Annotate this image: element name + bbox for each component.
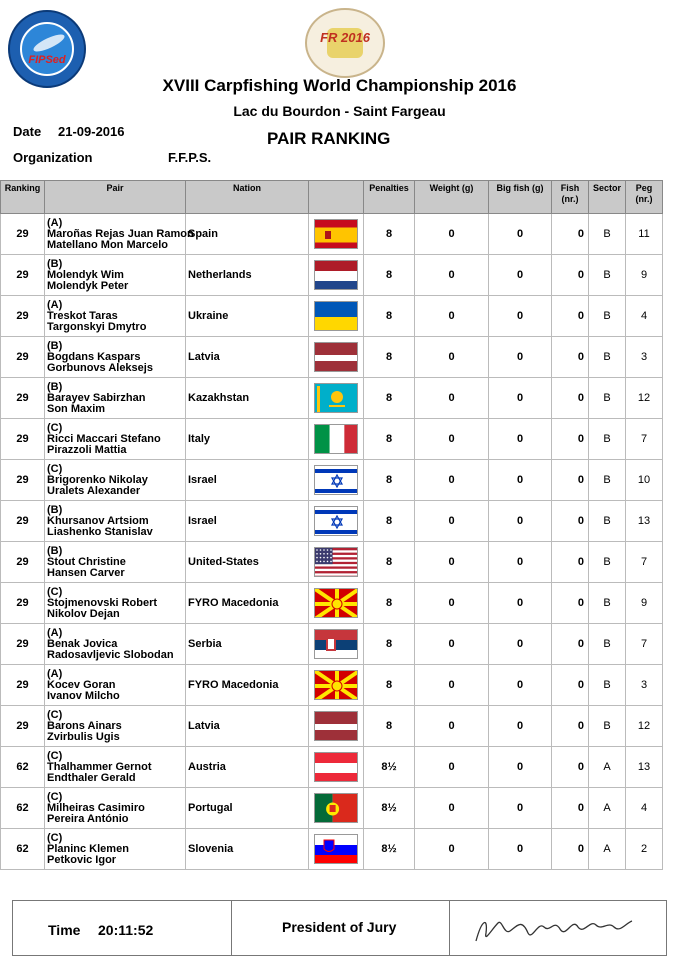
flag-cell xyxy=(309,624,364,665)
page-subtitle: Lac du Bourdon - Saint Fargeau xyxy=(233,103,446,119)
sector-cell: B xyxy=(589,255,626,296)
pair-group: (B) xyxy=(47,257,63,270)
time-label: Time xyxy=(48,922,81,938)
table-row xyxy=(1,665,663,706)
pair-member-2: Liashenko Stanislav xyxy=(47,525,153,538)
nation-cell: Spain xyxy=(186,214,309,255)
pair-member-1: Planinc Klemen xyxy=(47,842,129,855)
date-label: Date xyxy=(13,124,42,139)
nation-cell: Latvia xyxy=(186,706,309,747)
weight-cell: 0 xyxy=(415,419,489,460)
pair-group: (C) xyxy=(47,421,63,434)
pair-member-2: Pirazzoli Mattia xyxy=(47,443,127,456)
ranking-cell: 62 xyxy=(1,829,45,870)
pair-member-1: Stout Christine xyxy=(47,555,126,568)
sector-cell: A xyxy=(589,829,626,870)
penalties-cell: 8 xyxy=(364,542,415,583)
kazakhstan-flag-icon xyxy=(314,383,358,413)
bigfish-cell: 0 xyxy=(489,501,552,542)
weight-cell: 0 xyxy=(415,501,489,542)
col-fish: Fish (nr.) xyxy=(552,181,589,214)
nation-cell: United-States xyxy=(186,542,309,583)
pair-member-2: Matellano Mon Marcelo xyxy=(47,238,169,251)
flag-cell xyxy=(309,255,364,296)
jury-signature xyxy=(468,909,638,949)
organization-value: F.F.P.S. xyxy=(168,150,212,165)
weight-cell: 0 xyxy=(415,788,489,829)
penalties-cell: 8 xyxy=(364,255,415,296)
section-title: PAIR RANKING xyxy=(267,129,391,148)
pair-member-2: Nikolov Dejan xyxy=(47,607,120,620)
pair-group: (C) xyxy=(47,462,63,475)
flag-cell xyxy=(309,788,364,829)
nation-cell: Portugal xyxy=(186,788,309,829)
fish-cell: 0 xyxy=(552,665,589,706)
bigfish-cell: 0 xyxy=(489,542,552,583)
ranking-cell: 29 xyxy=(1,419,45,460)
pair-member-1: Brigorenko Nikolay xyxy=(47,473,148,486)
col-penalties: Penalties xyxy=(364,181,415,214)
table-row xyxy=(1,583,663,624)
ranking-cell: 29 xyxy=(1,378,45,419)
nation-cell: Austria xyxy=(186,747,309,788)
pair-member-1: Barons Ainars xyxy=(47,719,122,732)
peg-cell: 13 xyxy=(626,747,663,788)
fish-cell: 0 xyxy=(552,460,589,501)
penalties-cell: 8 xyxy=(364,419,415,460)
table-row xyxy=(1,378,663,419)
pair-member-1: Benak Jovica xyxy=(47,637,118,650)
bigfish-cell: 0 xyxy=(489,788,552,829)
pair-cell xyxy=(45,624,186,665)
weight-cell: 0 xyxy=(415,460,489,501)
sector-cell: B xyxy=(589,378,626,419)
table-row xyxy=(1,501,663,542)
nation-cell: Israel xyxy=(186,460,309,501)
table-row xyxy=(1,829,663,870)
flag-cell xyxy=(309,829,364,870)
penalties-cell: 8 xyxy=(364,583,415,624)
nation-cell: Latvia xyxy=(186,337,309,378)
pair-member-2: Uralets Alexander xyxy=(47,484,141,497)
pair-member-1: Maroñas Rejas Juan Ramon xyxy=(47,227,194,240)
flag-cell xyxy=(309,296,364,337)
pair-member-1: Ricci Maccari Stefano xyxy=(47,432,161,445)
pair-member-1: Milheiras Casimiro xyxy=(47,801,145,814)
sector-cell: B xyxy=(589,706,626,747)
nation-cell: Italy xyxy=(186,419,309,460)
macedonia-flag-icon xyxy=(314,670,358,700)
pair-group: (B) xyxy=(47,339,63,352)
ranking-cell: 29 xyxy=(1,501,45,542)
peg-cell: 10 xyxy=(626,460,663,501)
penalties-cell: 8 xyxy=(364,501,415,542)
pair-group: (C) xyxy=(47,749,63,762)
pair-group: (C) xyxy=(47,831,63,844)
peg-cell: 4 xyxy=(626,788,663,829)
ranking-cell: 29 xyxy=(1,337,45,378)
ranking-cell: 62 xyxy=(1,788,45,829)
peg-cell: 11 xyxy=(626,214,663,255)
peg-cell: 9 xyxy=(626,255,663,296)
weight-cell: 0 xyxy=(415,378,489,419)
weight-cell: 0 xyxy=(415,706,489,747)
penalties-cell: 8 xyxy=(364,337,415,378)
peg-cell: 7 xyxy=(626,624,663,665)
flag-cell xyxy=(309,378,364,419)
pair-group: (B) xyxy=(47,503,63,516)
penalties-cell: 8 xyxy=(364,460,415,501)
sector-cell: B xyxy=(589,419,626,460)
col-ranking: Ranking xyxy=(1,181,45,214)
peg-cell: 12 xyxy=(626,378,663,419)
flag-cell xyxy=(309,460,364,501)
pair-member-1: Treskot Taras xyxy=(47,309,118,322)
nation-cell: Slovenia xyxy=(186,829,309,870)
table-row xyxy=(1,706,663,747)
fish-cell: 0 xyxy=(552,419,589,460)
flag-cell xyxy=(309,501,364,542)
latvia-flag-icon xyxy=(314,342,358,372)
col-nation: Nation xyxy=(186,181,309,214)
sector-cell: B xyxy=(589,214,626,255)
president-of-jury-label: President of Jury xyxy=(282,919,397,935)
pair-member-2: Pereira António xyxy=(47,812,129,825)
ranking-cell: 29 xyxy=(1,255,45,296)
weight-cell: 0 xyxy=(415,296,489,337)
peg-cell: 12 xyxy=(626,706,663,747)
pair-member-2: Ivanov Milcho xyxy=(47,689,120,702)
pair-member-2: Radosavljevic Slobodan xyxy=(47,648,174,661)
table-row xyxy=(1,460,663,501)
fish-cell: 0 xyxy=(552,542,589,583)
col-sector: Sector xyxy=(589,181,626,214)
peg-cell: 7 xyxy=(626,542,663,583)
sector-cell: B xyxy=(589,501,626,542)
penalties-cell: 8 xyxy=(364,296,415,337)
table-row xyxy=(1,214,663,255)
pair-member-2: Son Maxim xyxy=(47,402,106,415)
col-flag xyxy=(309,181,364,214)
peg-cell: 2 xyxy=(626,829,663,870)
bigfish-cell: 0 xyxy=(489,214,552,255)
weight-cell: 0 xyxy=(415,747,489,788)
penalties-cell: 8½ xyxy=(364,829,415,870)
pair-cell xyxy=(45,788,186,829)
pair-member-1: Molendyk Wim xyxy=(47,268,124,281)
flag-cell xyxy=(309,214,364,255)
pair-cell xyxy=(45,378,186,419)
flag-cell xyxy=(309,747,364,788)
table-row xyxy=(1,788,663,829)
flag-cell xyxy=(309,583,364,624)
bigfish-cell: 0 xyxy=(489,296,552,337)
weight-cell: 0 xyxy=(415,214,489,255)
pair-member-1: Bogdans Kaspars xyxy=(47,350,141,363)
peg-cell: 4 xyxy=(626,296,663,337)
pair-member-2: Petkovic Igor xyxy=(47,853,117,866)
logo-center-text: FR 2016 xyxy=(320,30,370,45)
col-weight: Weight (g) xyxy=(415,181,489,214)
fish-cell: 0 xyxy=(552,583,589,624)
pair-member-1: Barayev Sabirzhan xyxy=(47,391,146,404)
weight-cell: 0 xyxy=(415,829,489,870)
pair-member-1: Thalhammer Gernot xyxy=(47,760,152,773)
peg-cell: 7 xyxy=(626,419,663,460)
table-header-row xyxy=(1,181,663,214)
sector-cell: B xyxy=(589,624,626,665)
israel-flag-icon xyxy=(314,465,358,495)
serbia-flag-icon xyxy=(314,629,358,659)
pair-group: (C) xyxy=(47,790,63,803)
table-row xyxy=(1,255,663,296)
penalties-cell: 8 xyxy=(364,706,415,747)
flag-cell xyxy=(309,665,364,706)
nation-cell: Netherlands xyxy=(186,255,309,296)
bigfish-cell: 0 xyxy=(489,255,552,296)
pair-group: (A) xyxy=(47,216,63,229)
latvia-flag-icon xyxy=(314,711,358,741)
table-row xyxy=(1,747,663,788)
ranking-table xyxy=(0,180,663,870)
fish-cell: 0 xyxy=(552,255,589,296)
weight-cell: 0 xyxy=(415,337,489,378)
bigfish-cell: 0 xyxy=(489,460,552,501)
weight-cell: 0 xyxy=(415,665,489,706)
peg-cell: 3 xyxy=(626,665,663,706)
penalties-cell: 8½ xyxy=(364,747,415,788)
weight-cell: 0 xyxy=(415,583,489,624)
pair-member-2: Hansen Carver xyxy=(47,566,125,579)
pair-group: (B) xyxy=(47,380,63,393)
sector-cell: B xyxy=(589,583,626,624)
spain-flag-icon xyxy=(314,219,358,249)
pair-cell xyxy=(45,501,186,542)
footer-box xyxy=(12,900,667,956)
bigfish-cell: 0 xyxy=(489,624,552,665)
pair-group: (A) xyxy=(47,626,63,639)
bigfish-cell: 0 xyxy=(489,747,552,788)
pair-cell xyxy=(45,747,186,788)
ranking-cell: 29 xyxy=(1,542,45,583)
pair-cell xyxy=(45,542,186,583)
fish-cell: 0 xyxy=(552,214,589,255)
sector-cell: B xyxy=(589,665,626,706)
pair-group: (A) xyxy=(47,667,63,680)
col-pair: Pair xyxy=(45,181,186,214)
pair-cell xyxy=(45,337,186,378)
pair-member-2: Zvirbulis Ugis xyxy=(47,730,120,743)
sector-cell: A xyxy=(589,788,626,829)
table-row xyxy=(1,624,663,665)
sector-cell: B xyxy=(589,296,626,337)
ranking-cell: 29 xyxy=(1,583,45,624)
penalties-cell: 8 xyxy=(364,665,415,706)
slovenia-flag-icon xyxy=(314,834,358,864)
pair-cell xyxy=(45,706,186,747)
pair-group: (B) xyxy=(47,544,63,557)
pair-cell xyxy=(45,583,186,624)
netherlands-flag-icon xyxy=(314,260,358,290)
time-value: 20:11:52 xyxy=(98,922,154,938)
fish-cell: 0 xyxy=(552,829,589,870)
weight-cell: 0 xyxy=(415,255,489,296)
ranking-cell: 29 xyxy=(1,665,45,706)
peg-cell: 13 xyxy=(626,501,663,542)
sector-cell: B xyxy=(589,337,626,378)
pair-member-2: Targonskyi Dmytro xyxy=(47,320,147,333)
pair-cell xyxy=(45,829,186,870)
ranking-cell: 29 xyxy=(1,706,45,747)
penalties-cell: 8½ xyxy=(364,788,415,829)
peg-cell: 3 xyxy=(626,337,663,378)
weight-cell: 0 xyxy=(415,624,489,665)
pair-member-2: Gorbunovs Aleksejs xyxy=(47,361,153,374)
ranking-cell: 29 xyxy=(1,296,45,337)
pair-member-2: Endthaler Gerald xyxy=(47,771,136,784)
fish-cell: 0 xyxy=(552,624,589,665)
pair-cell xyxy=(45,255,186,296)
table-row xyxy=(1,296,663,337)
bigfish-cell: 0 xyxy=(489,829,552,870)
table-row xyxy=(1,419,663,460)
fish-cell: 0 xyxy=(552,501,589,542)
penalties-cell: 8 xyxy=(364,378,415,419)
col-peg: Peg (nr.) xyxy=(626,181,663,214)
fish-cell: 0 xyxy=(552,706,589,747)
sector-cell: B xyxy=(589,542,626,583)
ranking-cell: 62 xyxy=(1,747,45,788)
nation-cell: FYRO Macedonia xyxy=(186,583,309,624)
pair-member-1: Khursanov Artsiom xyxy=(47,514,149,527)
logo-left-text: FIPSed xyxy=(28,54,66,66)
portugal-flag-icon xyxy=(314,793,358,823)
fish-cell: 0 xyxy=(552,337,589,378)
pair-member-1: Stojmenovski Robert xyxy=(47,596,158,609)
ranking-cell: 29 xyxy=(1,460,45,501)
bigfish-cell: 0 xyxy=(489,378,552,419)
date-value: 21-09-2016 xyxy=(58,124,125,139)
pair-member-2: Molendyk Peter xyxy=(47,279,129,292)
peg-cell: 9 xyxy=(626,583,663,624)
bigfish-cell: 0 xyxy=(489,419,552,460)
penalties-cell: 8 xyxy=(364,214,415,255)
weight-cell: 0 xyxy=(415,542,489,583)
fish-cell: 0 xyxy=(552,296,589,337)
nation-cell: Kazakhstan xyxy=(186,378,309,419)
fish-cell: 0 xyxy=(552,747,589,788)
bigfish-cell: 0 xyxy=(489,665,552,706)
sector-cell: A xyxy=(589,747,626,788)
pair-group: (C) xyxy=(47,585,63,598)
pair-cell xyxy=(45,296,186,337)
nation-cell: Serbia xyxy=(186,624,309,665)
austria-flag-icon xyxy=(314,752,358,782)
pair-group: (A) xyxy=(47,298,63,311)
bigfish-cell: 0 xyxy=(489,337,552,378)
nation-cell: Ukraine xyxy=(186,296,309,337)
bigfish-cell: 0 xyxy=(489,583,552,624)
bigfish-cell: 0 xyxy=(489,706,552,747)
organization-label: Organization xyxy=(13,150,93,165)
table-row xyxy=(1,542,663,583)
pair-cell xyxy=(45,665,186,706)
pair-cell xyxy=(45,460,186,501)
pair-member-1: Kocev Goran xyxy=(47,678,116,691)
col-bigfish: Big fish (g) xyxy=(489,181,552,214)
table-row xyxy=(1,337,663,378)
penalties-cell: 8 xyxy=(364,624,415,665)
ranking-cell: 29 xyxy=(1,214,45,255)
nation-cell: Israel xyxy=(186,501,309,542)
fish-emblem-icon xyxy=(20,22,74,76)
fish-cell: 0 xyxy=(552,378,589,419)
italy-flag-icon xyxy=(314,424,358,454)
pair-group: (C) xyxy=(47,708,63,721)
israel-flag-icon xyxy=(314,506,358,536)
championship-logo xyxy=(305,8,385,78)
usa-flag-icon xyxy=(314,547,358,577)
flag-cell xyxy=(309,337,364,378)
fish-cell: 0 xyxy=(552,788,589,829)
page-title: XVIII Carpfishing World Championship 2016 xyxy=(162,76,517,95)
macedonia-flag-icon xyxy=(314,588,358,618)
pair-cell xyxy=(45,419,186,460)
flag-cell xyxy=(309,419,364,460)
flag-cell xyxy=(309,706,364,747)
sector-cell: B xyxy=(589,460,626,501)
ranking-cell: 29 xyxy=(1,624,45,665)
flag-cell xyxy=(309,542,364,583)
pair-cell xyxy=(45,214,194,255)
nation-cell: FYRO Macedonia xyxy=(186,665,309,706)
ukraine-flag-icon xyxy=(314,301,358,331)
